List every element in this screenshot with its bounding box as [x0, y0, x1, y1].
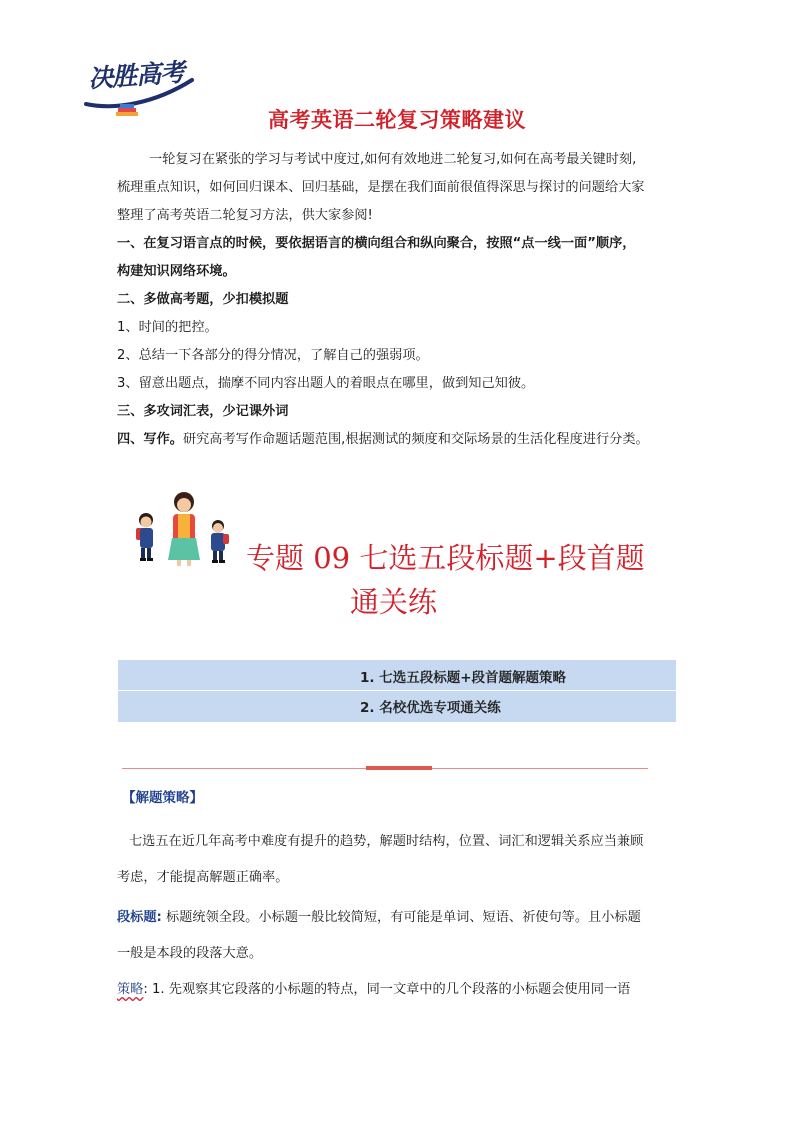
paragraph-title-line-1 — [117, 906, 685, 925]
intro-line-1: 一轮复习在紧张的学习与考试中度过,如何有效地进二轮复习,如何在高考最关键时刻, — [149, 152, 637, 167]
paragraph-title-label: 段标题: — [117, 910, 162, 925]
strategy-tip-line — [117, 978, 685, 997]
paragraph-title-text: 标题统领全段。小标题一般比较简短，有可能是单词、短语、祈使句等。且小标题 — [161, 910, 641, 925]
teacher-students-illustration — [132, 488, 248, 568]
page-title: 高考英语二轮复习策略建议 — [268, 108, 526, 132]
sub-item-1: 1、时间的把控。 — [117, 320, 218, 335]
contents-item-2: 2. 名校优选专项通关练 — [360, 700, 501, 716]
paragraph-title-line-2: 一般是本段的段落大意。 — [117, 946, 263, 961]
point-4-text: 研究高考写作命题话题范围,根据测试的频度和交际场景的生活化程度进行分类。 — [182, 432, 649, 447]
point-1-line-1: 一、在复习语言点的时候，要依据语言的横向组合和纵向聚合，按照“点一线一面”顺序， — [117, 236, 636, 251]
strategy-heading: 【解题策略】 — [122, 790, 203, 806]
intro-line-3: 整理了高考英语二轮复习方法，供大家参阅! — [117, 208, 373, 223]
strategy-tip-text: : 1. 先观察其它段落的小标题的特点，同一文章中的几个段落的小标题会使用同一语 — [143, 982, 631, 997]
topic-title-line-1: 专题 09 七选五段标题+段首题 — [246, 541, 645, 575]
strategy-tip-label: 策略 — [117, 982, 144, 997]
point-3: 三、多攻词汇表，少记课外词 — [117, 404, 289, 419]
point-2: 二、多做高考题，少扣模拟题 — [117, 292, 289, 307]
strategy-intro-line-2: 考虑，才能提高解题正确率。 — [117, 870, 289, 885]
intro-line-2: 梳理重点知识，如何回归课本、回归基础，是摆在我们面前很值得深思与探讨的问题给大家 — [117, 180, 645, 195]
section-divider-accent — [366, 766, 432, 770]
contents-item-1: 1. 七选五段标题+段首题解题策略 — [360, 670, 567, 686]
topic-title-line-2: 通关练 — [350, 585, 438, 619]
strategy-intro-line-1: 七选五在近几年高考中难度有提升的趋势，解题时结构，位置、词汇和逻辑关系应当兼顾 — [129, 834, 644, 849]
contents-divider — [118, 690, 676, 691]
point-4-label: 四、写作。 — [117, 432, 183, 447]
point-1-line-2: 构建知识网络环境。 — [117, 264, 236, 279]
logo-text: 决胜高考 — [87, 57, 186, 94]
contents-table — [118, 660, 676, 722]
sub-item-3: 3、留意出题点，揣摩不同内容出题人的着眼点在哪里，做到知己知彼。 — [117, 376, 535, 391]
point-4 — [117, 426, 685, 454]
sub-item-2: 2、总结一下各部分的得分情况，了解自己的强弱项。 — [117, 348, 429, 363]
